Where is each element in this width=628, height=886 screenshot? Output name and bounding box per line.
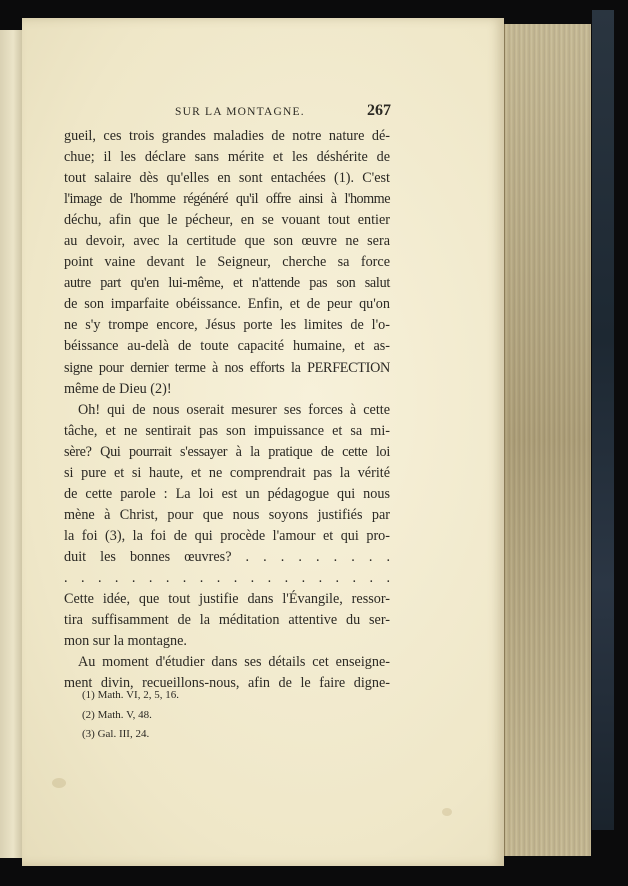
footnote: (1) Math. VI, 2, 5, 16.: [82, 689, 179, 701]
page-header: [175, 102, 391, 122]
text-line: gueil, ces trois grandes maladies de notre nature dé-: [64, 128, 390, 144]
text-line: ment divin, recueillons-nous, afin de le faire digne-: [64, 675, 390, 692]
text-line: sère? Qui pourrait s'essayer à la pratique de cette loi: [64, 443, 390, 460]
text-line: duit les bonnes œuvres? . . . . . . . . .: [64, 548, 390, 565]
book-cover-edge: [592, 10, 614, 830]
text-line: tâche, et ne sentirait pas son impuissance et sa mi-: [64, 422, 390, 439]
footnote: (2) Math. V, 48.: [82, 708, 152, 721]
text-line: la foi (3), la foi de qui procède l'amour et qui pro-: [64, 527, 390, 544]
text-line: même de Dieu (2)!: [64, 380, 172, 397]
text-line: de cette parole : La loi est un pédagogue qui nous: [64, 485, 390, 502]
page-block-edges: [504, 24, 591, 856]
text-line: tira suffisamment de la méditation attentive du ser-: [64, 612, 390, 629]
paper-stain: [442, 808, 452, 816]
page-number: 267: [367, 102, 391, 119]
text-line: Cette idée, que tout justifie dans l'Évangile, ressor-: [64, 591, 390, 608]
text-line: Oh! qui de nous oserait mesurer ses forces à cette: [78, 401, 390, 418]
text-line: béissance au-delà de toute capacité humaine, et as-: [64, 338, 390, 355]
text-line: chue; il les déclare sans mérite et les déshérite de: [64, 149, 390, 166]
text-line: ne s'y trompe encore, Jésus porte les limites de l'o-: [64, 317, 390, 334]
text-line: au devoir, avec la certitude que son œuvre ne sera: [64, 233, 390, 250]
text-line: mon sur la montagne.: [64, 633, 187, 650]
text-line: signe pour dernier terme à nos efforts la PERFECTION: [64, 359, 390, 376]
paper-stain: [52, 778, 66, 788]
text-line: l'image de l'homme régénéré qu'il offre ainsi à l'homme: [64, 191, 390, 208]
text-line: Au moment d'étudier dans ses détails cet enseigne-: [78, 654, 390, 671]
text-line: autre part qu'en lui-même, et n'attende pas son salut: [64, 275, 390, 292]
footnote: (3) Gal. III, 24.: [82, 728, 150, 740]
text-line: si pure et si haute, et ne comprendrait pas la vérité: [64, 464, 390, 481]
text-line: . . . . . . . . . . . . . . . . . . . .: [64, 569, 390, 586]
text-line: mène à Christ, pour que nous soyons justifiés par: [64, 506, 390, 523]
text-line: déchu, afin que le pécheur, en se vouant tout entier: [64, 212, 390, 229]
text-line: point vaine devant le Seigneur, cherche sa force: [64, 254, 390, 271]
text-line: tout salaire dès qu'elles en sont entachées (1). C'est: [64, 170, 390, 187]
left-page-edge: [0, 30, 23, 858]
running-head: SUR LA MONTAGNE.: [175, 106, 305, 118]
footnotes: [82, 686, 282, 745]
body-text: [64, 126, 390, 694]
text-line: de son imparfaite obéissance. Enfin, et de peur qu'on: [64, 296, 390, 313]
